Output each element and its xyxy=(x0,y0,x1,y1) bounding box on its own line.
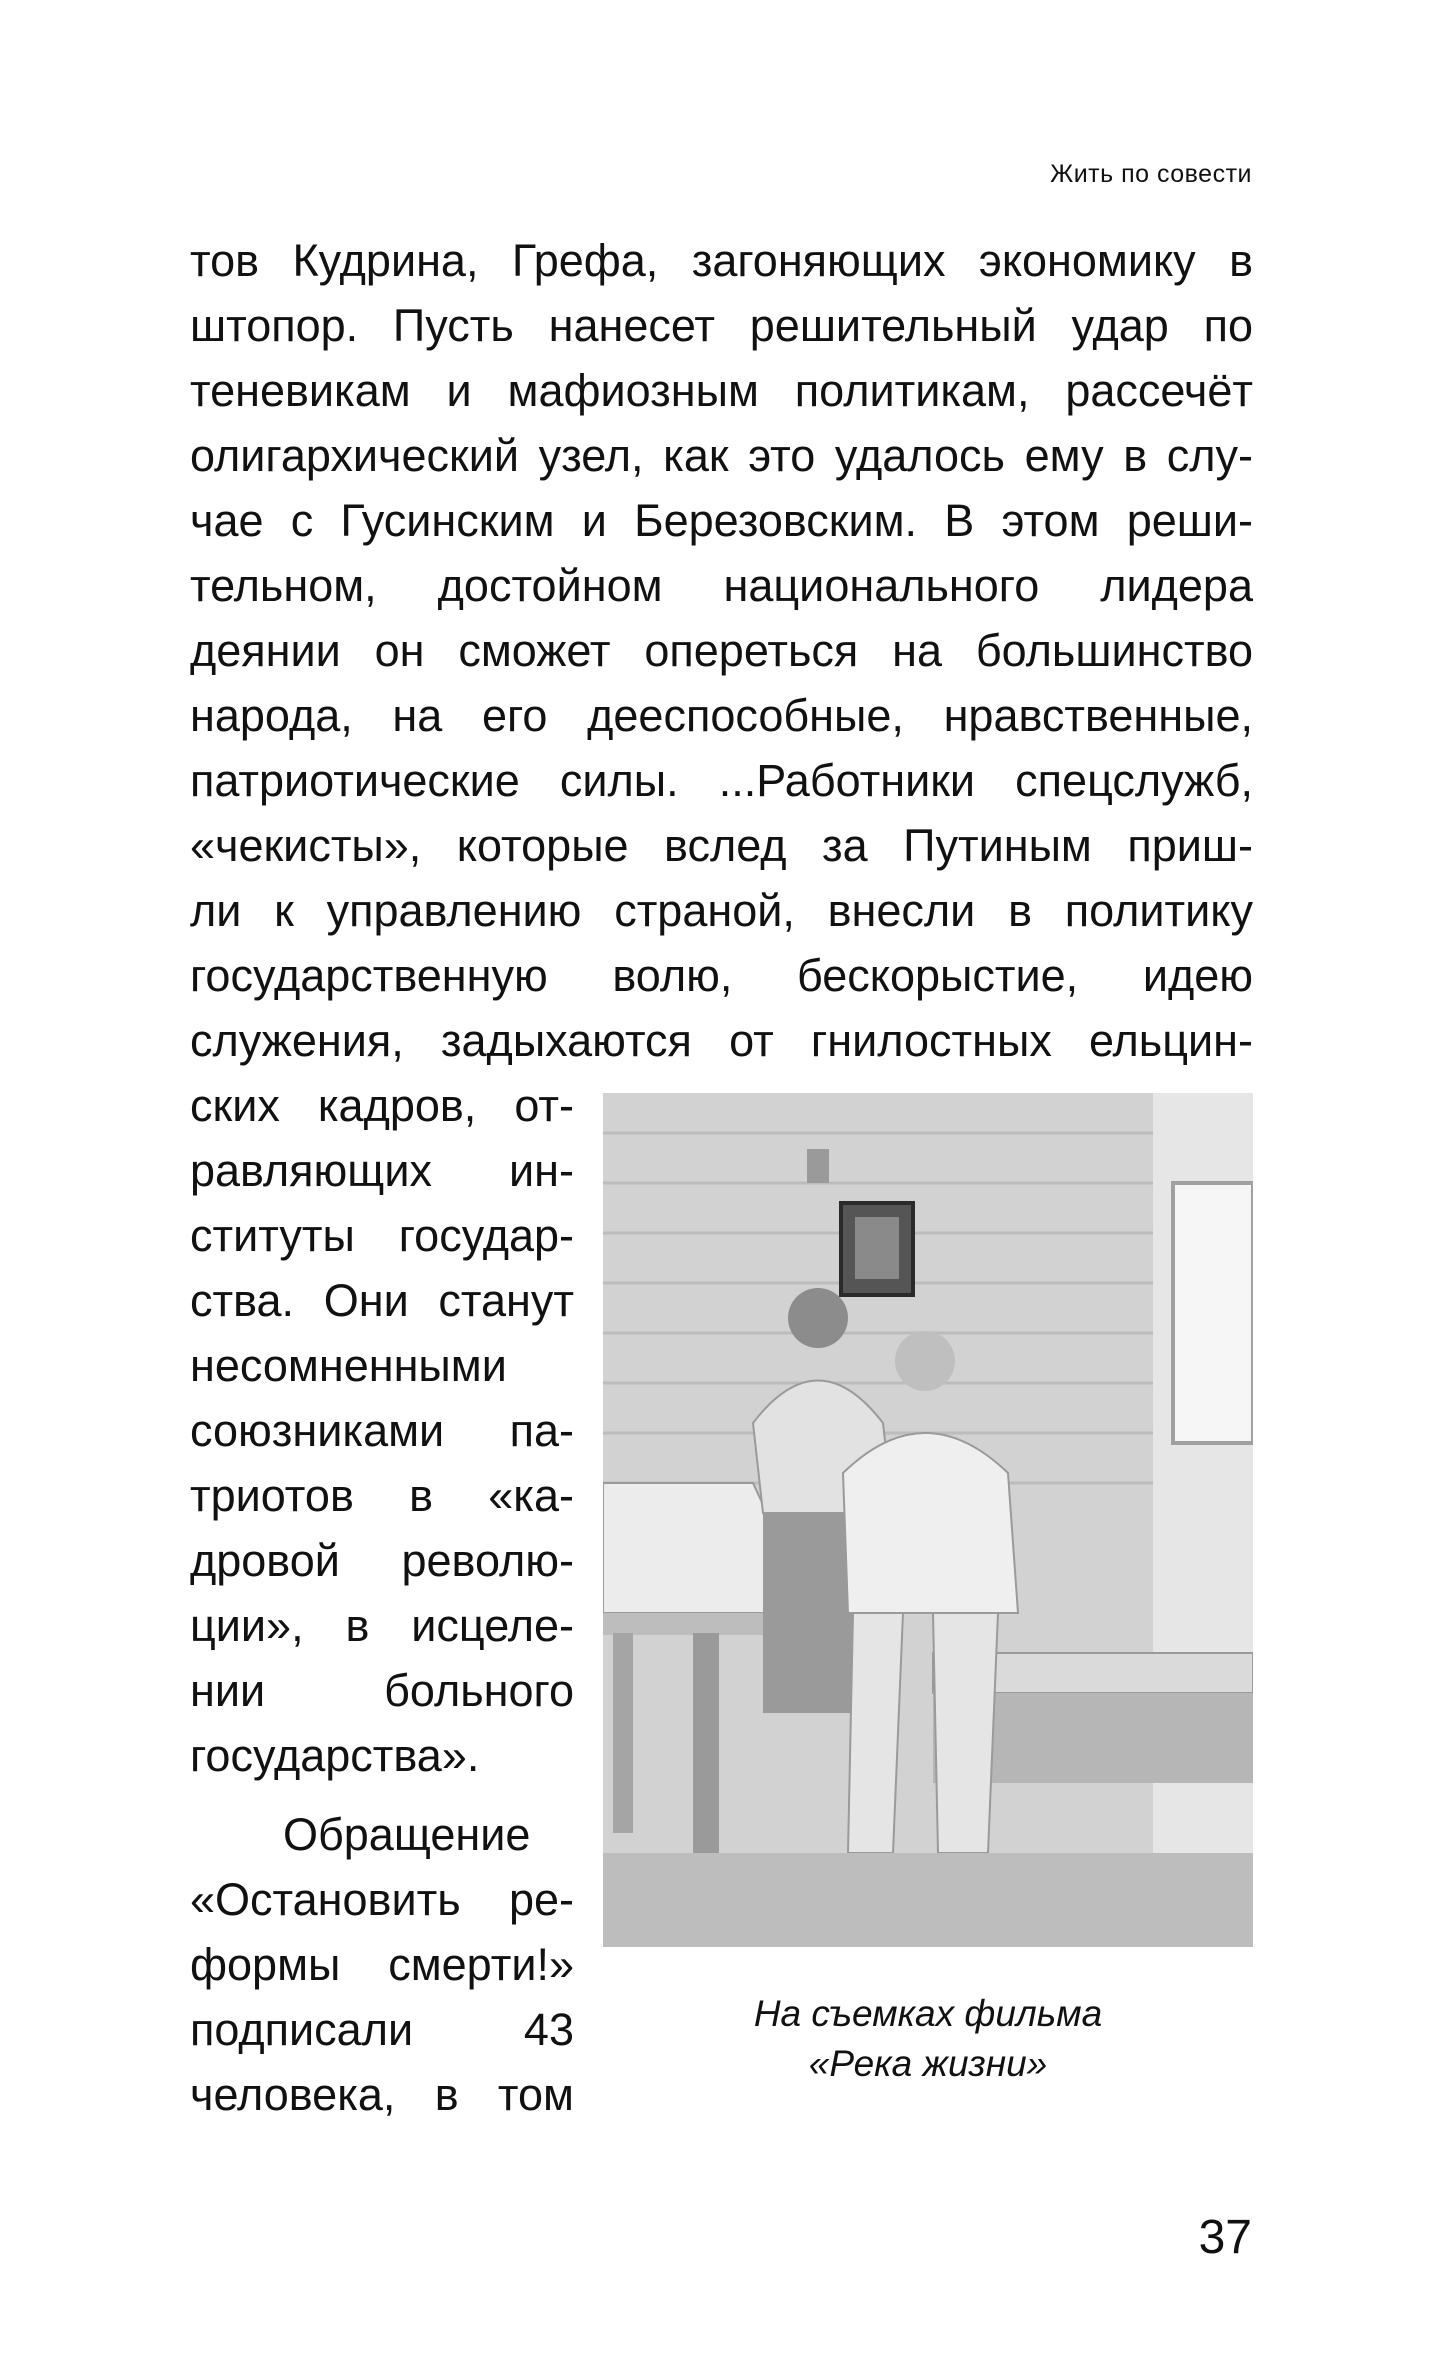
body-line: патриотические силы. ...Работники спецслужб, xyxy=(190,755,1253,806)
column-line: равляющих ин- xyxy=(190,1145,574,1196)
page-number: 37 xyxy=(1198,2211,1252,2264)
column-line: ции», в исцеле- xyxy=(190,1600,574,1651)
column-line: государства». xyxy=(190,1730,480,1781)
column-line: «Остановить ре- xyxy=(190,1874,574,1925)
body-line: деянии он сможет опереться на большинство xyxy=(190,625,1253,676)
body-line: тельном, достойном национального лидера xyxy=(190,560,1253,611)
column-line: дровой револю- xyxy=(190,1535,574,1586)
body-line: «чекисты», которые вслед за Путиным приш- xyxy=(190,820,1253,871)
column-line: союзниками па- xyxy=(190,1405,574,1456)
column-line: ституты государ- xyxy=(190,1210,574,1261)
column-line: формы смерти!» xyxy=(190,1939,574,1990)
photo-caption: «Река жизни» xyxy=(808,2043,1048,2084)
body-line: служения, задыхаются от гнилостных ельцин- xyxy=(190,1015,1253,1066)
body-line: тов Кудрина, Грефа, загоняющих экономику в xyxy=(190,235,1253,286)
column-line: ских кадров, от- xyxy=(190,1080,574,1131)
photo-caption: На съемках фильма xyxy=(753,1993,1103,2034)
film-set-photo xyxy=(603,1093,1253,1947)
column-line: несомненными xyxy=(190,1340,507,1391)
column-line: человека, в том xyxy=(190,2069,574,2120)
running-head: Жить по совести xyxy=(1050,160,1252,188)
column-line: Обращение xyxy=(283,1809,531,1860)
column-line: нии больного xyxy=(190,1665,574,1716)
body-line: олигархический узел, как это удалось ему в слу- xyxy=(190,430,1253,481)
body-line: государственную волю, бескорыстие, идею xyxy=(190,950,1253,1001)
body-line: штопор. Пусть нанесет решительный удар по xyxy=(190,300,1253,351)
body-line: теневикам и мафиозным политикам, рассечёт xyxy=(190,365,1253,416)
body-line: чае с Гусинским и Березовским. В этом реши- xyxy=(190,495,1253,546)
column-line: подписали 43 xyxy=(190,2004,574,2055)
body-line: ли к управлению страной, внесли в политику xyxy=(190,885,1253,936)
column-line: триотов в «ка- xyxy=(190,1470,574,1521)
column-line: ства. Они станут xyxy=(190,1275,574,1326)
body-line: народа, на его дееспособные, нравственные, xyxy=(190,690,1253,741)
